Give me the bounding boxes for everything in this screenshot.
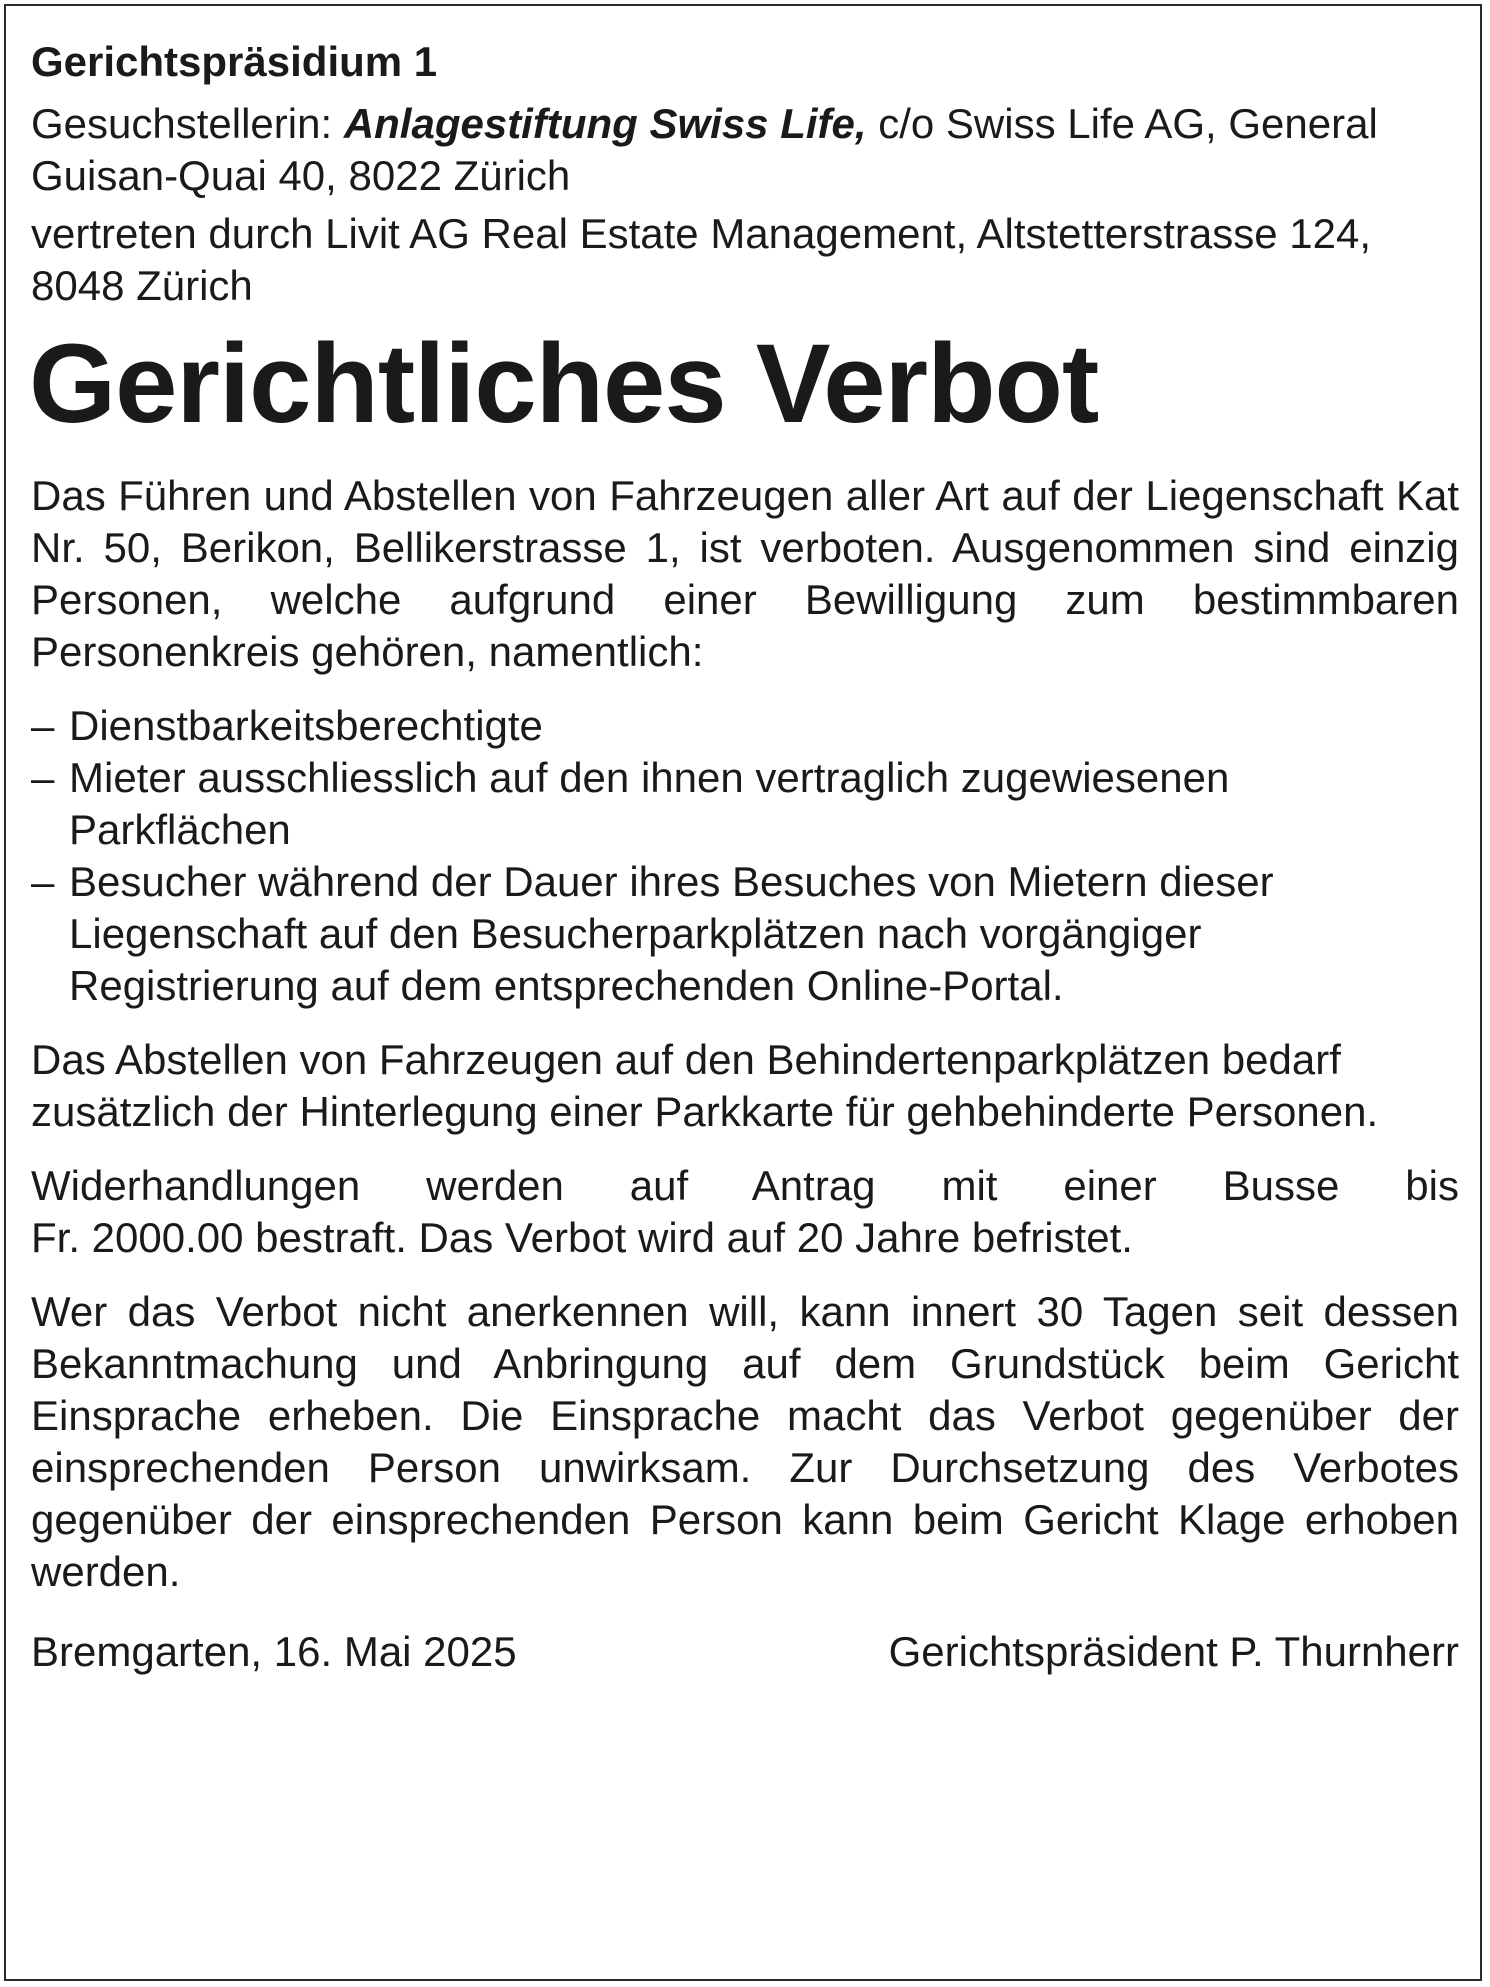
applicant-name: Anlagestiftung Swiss Life, [343, 100, 867, 147]
place-date: Bremgarten, 16. Mai 2025 [31, 1628, 517, 1675]
penalty-line-2: Fr. 2000.00 bestraft. Das Verbot wird auf 20 Jahre befristet. [31, 1214, 1133, 1261]
list-item [31, 752, 1459, 856]
list-item-text: Mieter ausschliesslich auf den ihnen vertraglich zugewiesenen Parkflächen [69, 754, 1230, 853]
penalty-paragraph [31, 1160, 1459, 1264]
penalty-line-1: Widerhandlungen werden auf Antrag mit einer Busse bis [31, 1162, 1459, 1209]
signature: Gerichtspräsident P. Thurnherr [888, 1628, 1459, 1675]
signature-line [31, 1626, 1459, 1678]
court-notice [31, 36, 1459, 1678]
applicant-prefix: Gesuchstellerin: [31, 100, 333, 147]
list-item-text: Besucher während der Dauer ihres Besuches von Mietern dieser Liegenschaft auf den Besucherparkplätzen nach vorgängiger Registrierung auf dem entsprechenden Online-Portal. [69, 858, 1274, 1009]
list-dash: – [31, 702, 55, 749]
list-item [31, 856, 1459, 1012]
list-item-text: Dienstbarkeitsberechtigte [69, 702, 543, 749]
objection-paragraph: Wer das Verbot nicht anerkennen will, kann innert 30 Tagen seit dessen Bekanntmachung und Anbringung auf dem Grundstück beim Gericht Einsprache erheben. Die Einsprache macht das Verbot gegenüber der einsprechenden Person unwirksam. Zur Durchsetzung des Verbotes gegenüber der einsprechenden Person kann beim Gericht Klage erhoben werden. [31, 1288, 1459, 1595]
applicant-block [31, 98, 1459, 202]
representative: vertreten durch Livit AG Real Estate Management, Altstetterstrasse 124, 8048 Zürich [31, 210, 1372, 309]
list-dash: – [31, 754, 55, 801]
exception-list [31, 700, 1459, 1012]
notice-title: Gerichtliches Verbot [29, 321, 1099, 446]
list-item [31, 700, 1459, 752]
list-dash: – [31, 858, 55, 905]
court-name: Gerichtspräsidium 1 [31, 38, 438, 85]
disabled-parking-paragraph: Das Abstellen von Fahrzeugen auf den Behindertenparkplätzen bedarf zusätzlich der Hinterlegung einer Parkkarte für gehbehinderte Personen. [31, 1036, 1379, 1135]
intro-paragraph: Das Führen und Abstellen von Fahrzeugen aller Art auf der Liegenschaft Kat Nr. 50, Berikon, Bellikerstrasse 1, ist verboten. Ausgenommen sind einzig Personen, welche aufgrund einer Bewilligung zum bestimmbaren Personenkreis gehören, namentlich: [31, 472, 1459, 675]
applicant-address: c/o Swiss Life AG, General Guisan-Quai 40, 8022 Zürich [31, 100, 1378, 199]
